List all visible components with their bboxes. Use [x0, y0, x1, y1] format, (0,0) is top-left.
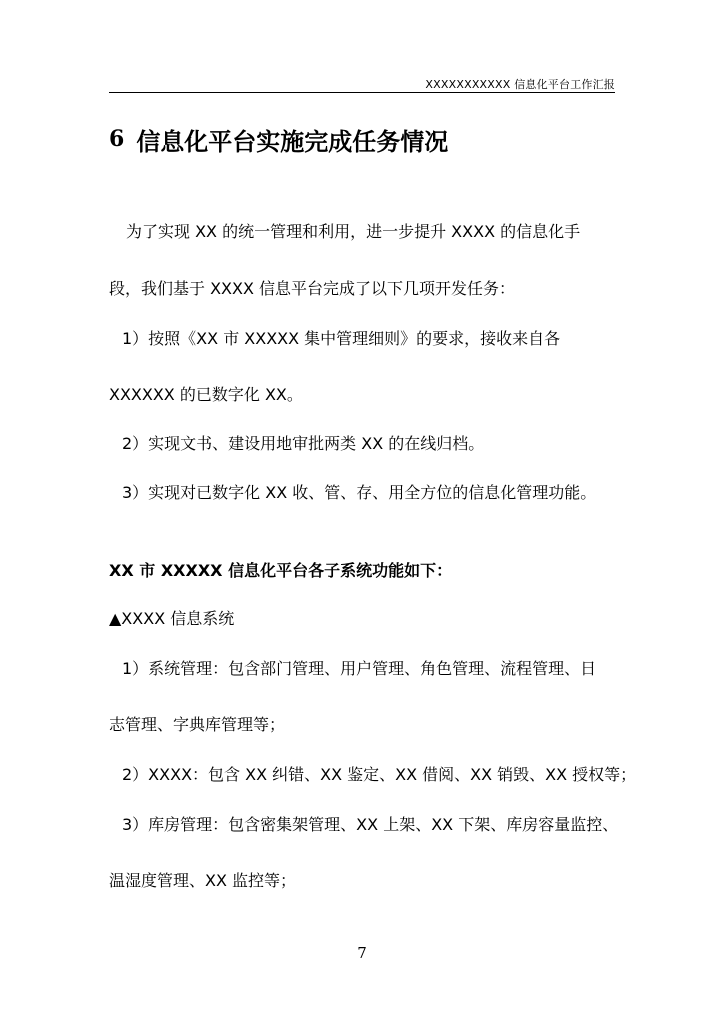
page-number: 7 — [357, 944, 367, 962]
header-divider — [109, 92, 615, 93]
section-title: 信息化平台实施完成任务情况 — [136, 127, 449, 156]
section-heading — [109, 122, 448, 156]
list-item-line: 志管理、字典库管理等； — [109, 715, 286, 734]
paragraph-line: 为了实现 XX 的统一管理和利用，进一步提升 XXXX 的信息化手 — [126, 222, 581, 241]
list-item-line: 3）库房管理：包含密集架管理、XX 上架、XX 下架、库房容量监控、 — [122, 815, 619, 834]
list-item-line: 1）按照《XX 市 XXXXX 集中管理细则》的要求，接收来自各 — [122, 329, 561, 348]
list-item-line: 2）实现文书、建设用地审批两类 XX 的在线归档。 — [122, 434, 485, 453]
subsection-heading: XX 市 XXXXX 信息化平台各子系统功能如下： — [109, 561, 453, 580]
paragraph-line: 段，我们基于 XXXX 信息平台完成了以下几项开发任务： — [109, 279, 516, 298]
list-item-line: 1）系统管理：包含部门管理、用户管理、角色管理、流程管理、日 — [122, 659, 597, 678]
system-title: ▲XXXX 信息系统 — [109, 609, 235, 628]
running-header: XXXXXXXXXXX 信息化平台工作汇报 — [425, 78, 615, 91]
list-item-line: 3）实现对已数字化 XX 收、管、存、用全方位的信息化管理功能。 — [122, 483, 597, 502]
list-item-line: XXXXXX 的已数字化 XX。 — [109, 385, 303, 404]
section-number: 6 — [109, 126, 125, 152]
list-item-line: 2）XXXX：包含 XX 纠错、XX 鉴定、XX 借阅、XX 销毁、XX 授权等； — [122, 765, 637, 784]
list-item-line: 温湿度管理、XX 监控等； — [109, 871, 297, 890]
